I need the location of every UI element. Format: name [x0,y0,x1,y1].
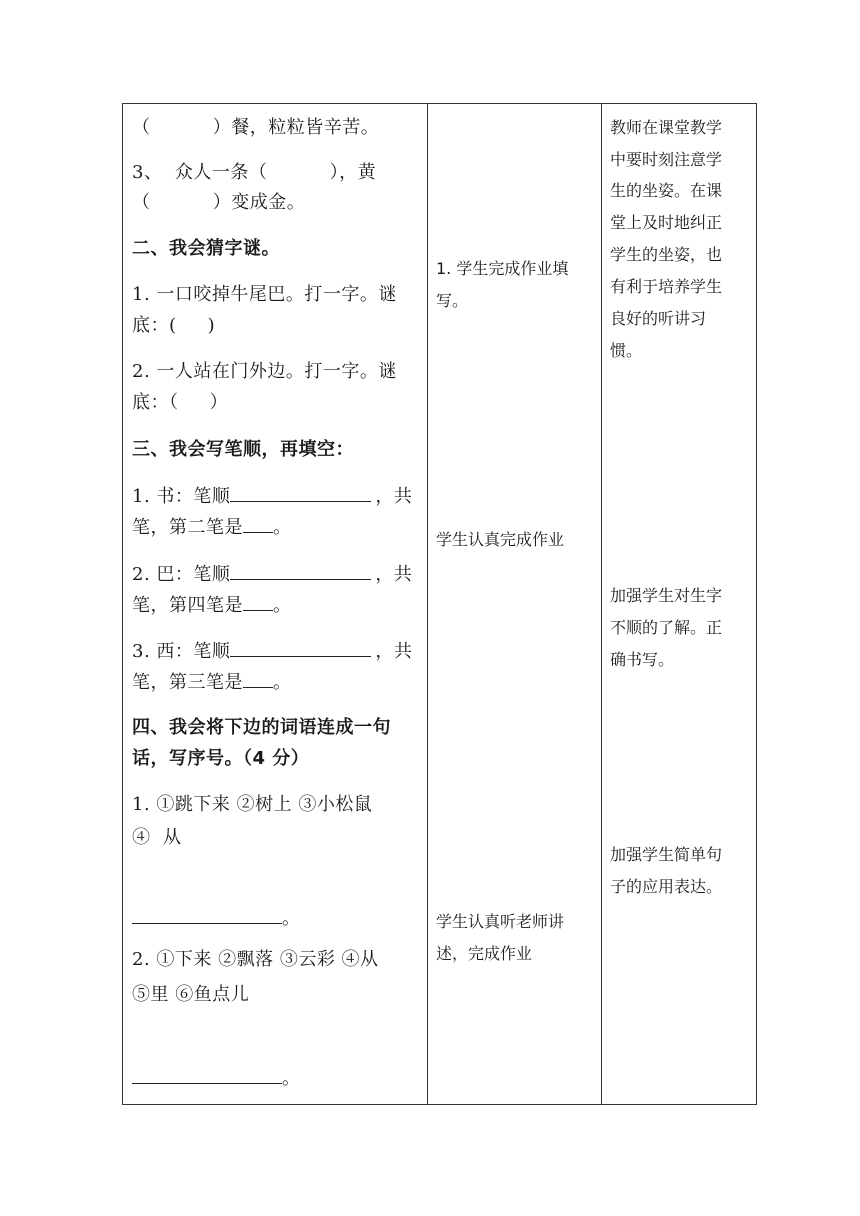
riddle-1-line-2: 底：( ) [132,315,216,336]
stroke-3-line-2: 笔，第三笔是 。 [132,672,292,693]
section-heading-riddles: 二、我会猜字谜。 [132,238,280,259]
intent-1-line-5: 学生的坐姿，也 [610,245,723,264]
sentence-1-line-1: 1. ①跳下来 ②树上 ③小松鼠 [132,794,373,815]
activity-3-line-1: 学生认真听老师讲 [436,912,565,931]
sentence-1-answer: 。 [132,907,301,929]
stroke-2-line-1: 2. 巴：笔顺 ，共 [132,564,413,585]
sentence-1-line-2: ④ 从 [132,827,182,848]
intent-1-line-2: 中要时刻注意学 [610,150,723,169]
sentence-2-line-1: 2. ①下来 ②飘落 ③云彩 ④从 [132,949,379,970]
intent-1-line-3: 生的坐姿。在课 [610,181,723,200]
stroke-3-line-1: 3. 西：笔顺 ，共 [132,641,413,662]
activity-1-line-2: 写。 [436,291,469,310]
sentence-2-answer: 。 [132,1067,301,1089]
activity-2: 学生认真完成作业 [436,530,565,549]
intent-3-line-2: 子的应用表达。 [610,877,723,896]
intent-1-line-6: 有利于培养学生 [610,277,723,296]
design-intent-column [602,104,757,1105]
section-heading-sentences-1: 四、我会将下边的词语连成一句 [132,717,391,738]
section-heading-strokes: 三、我会写笔顺，再填空： [132,439,354,460]
intent-2-line-1: 加强学生对生字 [610,586,723,605]
activity-1-line-1: 1. 学生完成作业填 [436,259,569,278]
riddle-2-line-2: 底：（ ） [132,392,229,413]
intent-1-line-1: 教师在课堂教学 [610,118,723,137]
intent-2-line-3: 确书写。 [610,650,675,669]
intent-3-line-1: 加强学生简单句 [610,845,723,864]
stroke-1-line-2: 笔，第二笔是 。 [132,517,292,538]
intent-1-line-7: 良好的听讲习 [610,309,707,328]
sentence-2-line-2: ⑤里 ⑥鱼点儿 [132,984,250,1005]
stroke-1-line-1: 1. 书：笔顺 ，共 [132,486,413,507]
section-heading-sentences-2: 话，写序号。（4 分） [132,748,310,769]
activity-3-line-2: 述，完成作业 [436,944,533,963]
student-activity-column [428,104,602,1105]
riddle-2-line-1: 2. 一人站在门外边。打一字。谜 [132,361,397,382]
stroke-2-line-2: 笔，第四笔是 。 [132,595,292,616]
intent-2-line-2: 不顺的了解。正 [610,618,723,637]
lesson-table [122,103,757,1105]
poem-line-1: （ ）餐，粒粒皆辛苦。 [132,117,380,138]
intent-1-line-8: 惯。 [610,341,643,360]
intent-1-line-4: 堂上及时地纠正 [610,213,723,232]
poem-line-3: （ ）变成金。 [132,192,306,213]
riddle-1-line-1: 1. 一口咬掉牛尾巴。打一字。谜 [132,284,397,305]
poem-line-2: 3、 众人一条（ ），黄 [132,162,377,183]
exercise-column [123,104,428,1105]
